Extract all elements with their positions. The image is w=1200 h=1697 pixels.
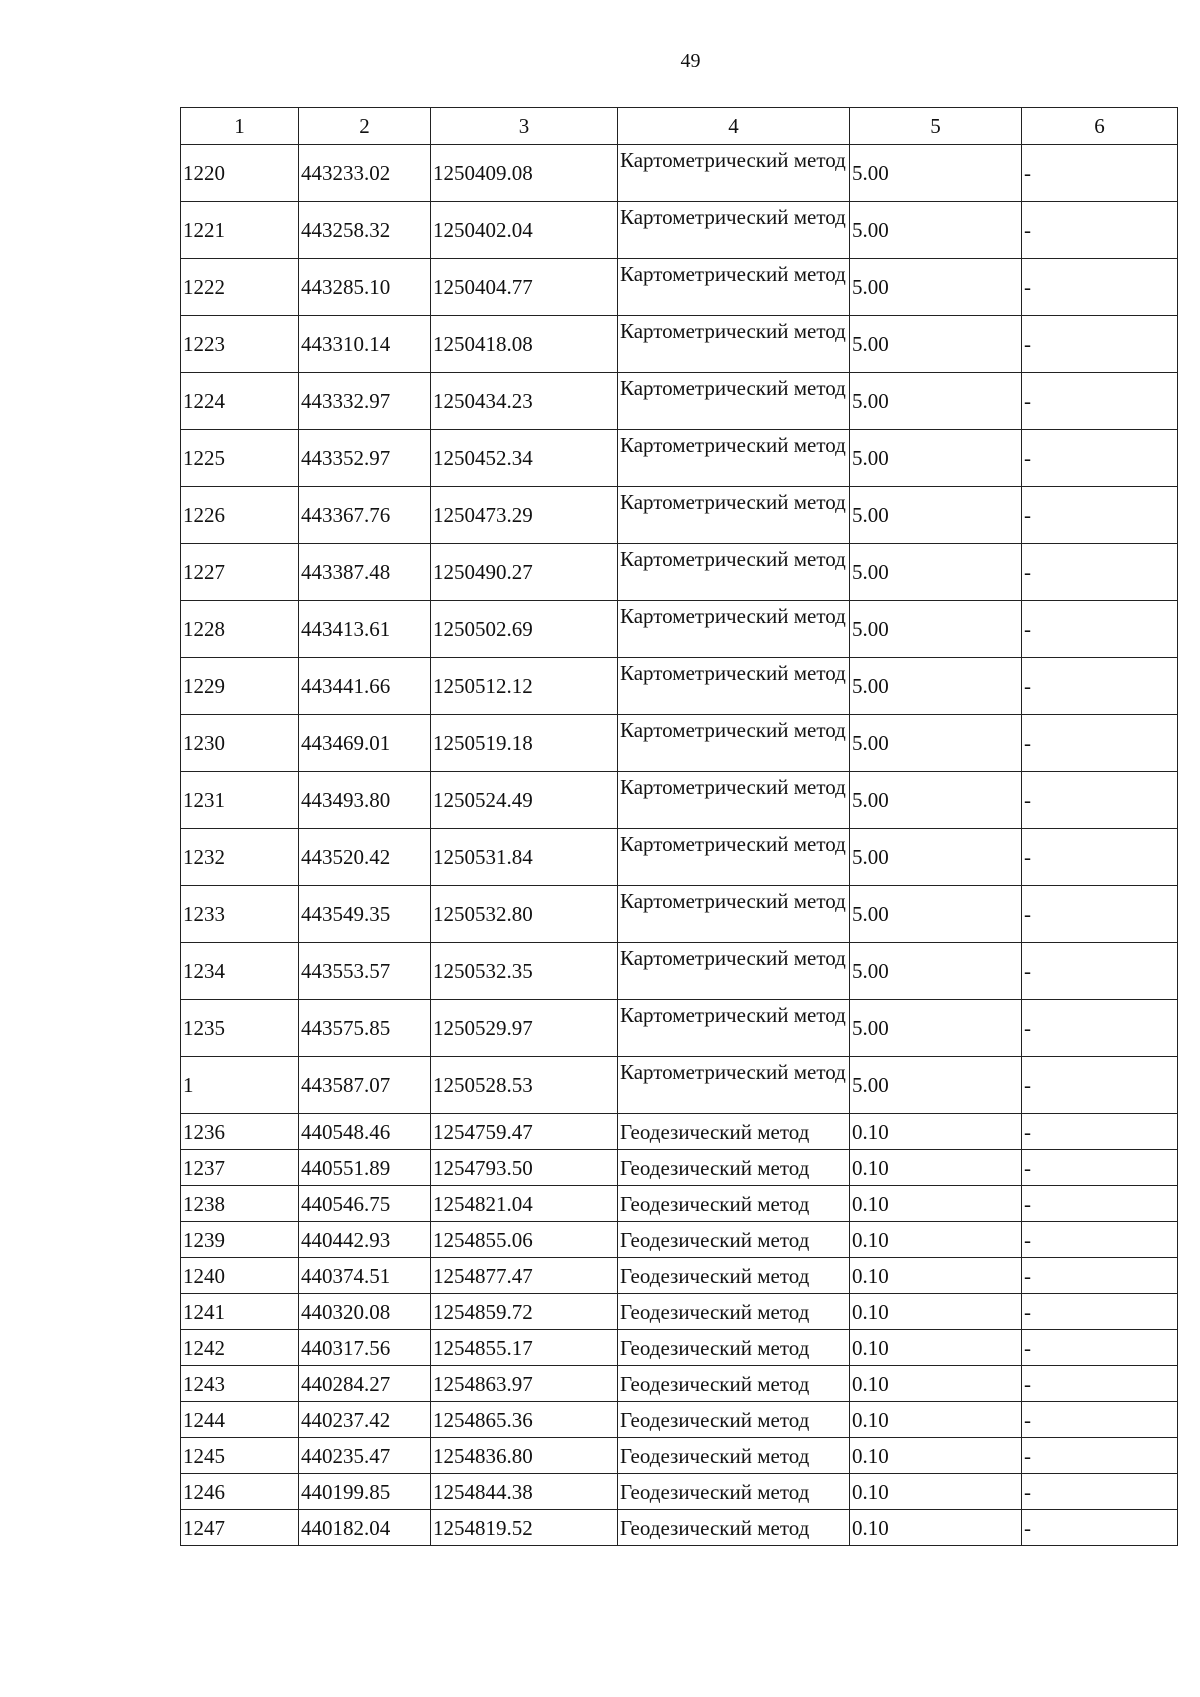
description-cell: - [1022, 1402, 1178, 1438]
coordinates-table [180, 107, 1178, 1546]
description-cell: - [1022, 1000, 1178, 1057]
accuracy-cell: 5.00 [850, 601, 1022, 658]
description-cell: - [1022, 487, 1178, 544]
x-coordinate-cell: 443352.97 [299, 430, 431, 487]
y-coordinate-cell: 1250409.08 [431, 145, 618, 202]
description-cell: - [1022, 1510, 1178, 1546]
x-coordinate-cell: 443469.01 [299, 715, 431, 772]
x-coordinate-cell: 443258.32 [299, 202, 431, 259]
accuracy-cell: 5.00 [850, 1000, 1022, 1057]
accuracy-cell: 5.00 [850, 259, 1022, 316]
point-number-cell: 1243 [181, 1366, 299, 1402]
method-cell: Картометрический метод [618, 715, 850, 772]
description-cell: - [1022, 1366, 1178, 1402]
x-coordinate-cell: 443549.35 [299, 886, 431, 943]
table-row [181, 1150, 1178, 1186]
x-coordinate-cell: 440548.46 [299, 1114, 431, 1150]
table-row [181, 1258, 1178, 1294]
table-row [181, 658, 1178, 715]
x-coordinate-cell: 443441.66 [299, 658, 431, 715]
accuracy-cell: 5.00 [850, 715, 1022, 772]
y-coordinate-cell: 1250532.80 [431, 886, 618, 943]
table-row [181, 1438, 1178, 1474]
table-row [181, 1402, 1178, 1438]
y-coordinate-cell: 1250502.69 [431, 601, 618, 658]
table-row [181, 373, 1178, 430]
y-coordinate-cell: 1250404.77 [431, 259, 618, 316]
table-row [181, 145, 1178, 202]
method-cell: Геодезический метод [618, 1186, 850, 1222]
point-number-cell: 1227 [181, 544, 299, 601]
method-cell: Геодезический метод [618, 1474, 850, 1510]
method-cell: Геодезический метод [618, 1438, 850, 1474]
y-coordinate-cell: 1254821.04 [431, 1186, 618, 1222]
point-number-cell: 1230 [181, 715, 299, 772]
accuracy-cell: 0.10 [850, 1402, 1022, 1438]
x-coordinate-cell: 443233.02 [299, 145, 431, 202]
description-cell: - [1022, 1150, 1178, 1186]
accuracy-cell: 5.00 [850, 943, 1022, 1000]
table-row [181, 1186, 1178, 1222]
y-coordinate-cell: 1250402.04 [431, 202, 618, 259]
description-cell: - [1022, 544, 1178, 601]
table-row [181, 487, 1178, 544]
y-coordinate-cell: 1254793.50 [431, 1150, 618, 1186]
accuracy-cell: 0.10 [850, 1438, 1022, 1474]
table-row [181, 202, 1178, 259]
table-row [181, 772, 1178, 829]
x-coordinate-cell: 443520.42 [299, 829, 431, 886]
column-header: 3 [431, 108, 618, 145]
table-row [181, 1000, 1178, 1057]
x-coordinate-cell: 440551.89 [299, 1150, 431, 1186]
description-cell: - [1022, 1474, 1178, 1510]
accuracy-cell: 0.10 [850, 1330, 1022, 1366]
method-cell: Геодезический метод [618, 1366, 850, 1402]
point-number-cell: 1232 [181, 829, 299, 886]
accuracy-cell: 5.00 [850, 316, 1022, 373]
method-cell: Картометрический метод [618, 772, 850, 829]
accuracy-cell: 5.00 [850, 373, 1022, 430]
point-number-cell: 1228 [181, 601, 299, 658]
accuracy-cell: 5.00 [850, 772, 1022, 829]
column-header: 1 [181, 108, 299, 145]
y-coordinate-cell: 1254759.47 [431, 1114, 618, 1150]
x-coordinate-cell: 443575.85 [299, 1000, 431, 1057]
table-row [181, 430, 1178, 487]
method-cell: Картометрический метод [618, 658, 850, 715]
y-coordinate-cell: 1250532.35 [431, 943, 618, 1000]
description-cell: - [1022, 829, 1178, 886]
y-coordinate-cell: 1250528.53 [431, 1057, 618, 1114]
accuracy-cell: 5.00 [850, 430, 1022, 487]
method-cell: Геодезический метод [618, 1402, 850, 1438]
point-number-cell: 1246 [181, 1474, 299, 1510]
column-header: 5 [850, 108, 1022, 145]
y-coordinate-cell: 1254855.06 [431, 1222, 618, 1258]
point-number-cell: 1242 [181, 1330, 299, 1366]
description-cell: - [1022, 202, 1178, 259]
point-number-cell: 1233 [181, 886, 299, 943]
table-row [181, 943, 1178, 1000]
x-coordinate-cell: 440442.93 [299, 1222, 431, 1258]
description-cell: - [1022, 1294, 1178, 1330]
table-row [181, 1114, 1178, 1150]
point-number-cell: 1222 [181, 259, 299, 316]
x-coordinate-cell: 440320.08 [299, 1294, 431, 1330]
point-number-cell: 1221 [181, 202, 299, 259]
y-coordinate-cell: 1250490.27 [431, 544, 618, 601]
y-coordinate-cell: 1250531.84 [431, 829, 618, 886]
x-coordinate-cell: 440374.51 [299, 1258, 431, 1294]
method-cell: Картометрический метод [618, 544, 850, 601]
accuracy-cell: 5.00 [850, 145, 1022, 202]
x-coordinate-cell: 443285.10 [299, 259, 431, 316]
column-header: 6 [1022, 108, 1178, 145]
method-cell: Картометрический метод [618, 259, 850, 316]
method-cell: Геодезический метод [618, 1294, 850, 1330]
method-cell: Геодезический метод [618, 1330, 850, 1366]
table-row [181, 886, 1178, 943]
column-header: 4 [618, 108, 850, 145]
description-cell: - [1022, 316, 1178, 373]
description-cell: - [1022, 1438, 1178, 1474]
method-cell: Картометрический метод [618, 430, 850, 487]
y-coordinate-cell: 1250512.12 [431, 658, 618, 715]
method-cell: Геодезический метод [618, 1114, 850, 1150]
x-coordinate-cell: 440182.04 [299, 1510, 431, 1546]
table-row [181, 715, 1178, 772]
description-cell: - [1022, 259, 1178, 316]
y-coordinate-cell: 1250452.34 [431, 430, 618, 487]
point-number-cell: 1241 [181, 1294, 299, 1330]
description-cell: - [1022, 715, 1178, 772]
x-coordinate-cell: 443310.14 [299, 316, 431, 373]
x-coordinate-cell: 443493.80 [299, 772, 431, 829]
method-cell: Картометрический метод [618, 601, 850, 658]
page-number: 49 [680, 50, 701, 72]
table-header-row [181, 108, 1178, 145]
method-cell: Картометрический метод [618, 487, 850, 544]
y-coordinate-cell: 1250434.23 [431, 373, 618, 430]
description-cell: - [1022, 601, 1178, 658]
method-cell: Картометрический метод [618, 202, 850, 259]
method-cell: Картометрический метод [618, 145, 850, 202]
y-coordinate-cell: 1254819.52 [431, 1510, 618, 1546]
point-number-cell: 1 [181, 1057, 299, 1114]
table-row [181, 1057, 1178, 1114]
y-coordinate-cell: 1250418.08 [431, 316, 618, 373]
x-coordinate-cell: 443367.76 [299, 487, 431, 544]
description-cell: - [1022, 1114, 1178, 1150]
table-row [181, 601, 1178, 658]
description-cell: - [1022, 145, 1178, 202]
point-number-cell: 1220 [181, 145, 299, 202]
description-cell: - [1022, 1057, 1178, 1114]
point-number-cell: 1237 [181, 1150, 299, 1186]
accuracy-cell: 0.10 [850, 1474, 1022, 1510]
x-coordinate-cell: 440235.47 [299, 1438, 431, 1474]
accuracy-cell: 5.00 [850, 886, 1022, 943]
method-cell: Картометрический метод [618, 829, 850, 886]
x-coordinate-cell: 443413.61 [299, 601, 431, 658]
method-cell: Геодезический метод [618, 1258, 850, 1294]
y-coordinate-cell: 1250473.29 [431, 487, 618, 544]
point-number-cell: 1226 [181, 487, 299, 544]
x-coordinate-cell: 443387.48 [299, 544, 431, 601]
accuracy-cell: 0.10 [850, 1186, 1022, 1222]
y-coordinate-cell: 1250529.97 [431, 1000, 618, 1057]
point-number-cell: 1225 [181, 430, 299, 487]
y-coordinate-cell: 1254836.80 [431, 1438, 618, 1474]
x-coordinate-cell: 443332.97 [299, 373, 431, 430]
table-row [181, 1510, 1178, 1546]
table-row [181, 1330, 1178, 1366]
method-cell: Картометрический метод [618, 373, 850, 430]
table-row [181, 829, 1178, 886]
method-cell: Картометрический метод [618, 886, 850, 943]
point-number-cell: 1239 [181, 1222, 299, 1258]
method-cell: Картометрический метод [618, 943, 850, 1000]
description-cell: - [1022, 1186, 1178, 1222]
accuracy-cell: 0.10 [850, 1150, 1022, 1186]
column-header: 2 [299, 108, 431, 145]
point-number-cell: 1231 [181, 772, 299, 829]
x-coordinate-cell: 440284.27 [299, 1366, 431, 1402]
accuracy-cell: 5.00 [850, 487, 1022, 544]
accuracy-cell: 5.00 [850, 829, 1022, 886]
accuracy-cell: 0.10 [850, 1510, 1022, 1546]
point-number-cell: 1234 [181, 943, 299, 1000]
description-cell: - [1022, 430, 1178, 487]
point-number-cell: 1245 [181, 1438, 299, 1474]
accuracy-cell: 0.10 [850, 1366, 1022, 1402]
accuracy-cell: 0.10 [850, 1294, 1022, 1330]
x-coordinate-cell: 443553.57 [299, 943, 431, 1000]
accuracy-cell: 5.00 [850, 544, 1022, 601]
point-number-cell: 1240 [181, 1258, 299, 1294]
table-row [181, 316, 1178, 373]
y-coordinate-cell: 1250519.18 [431, 715, 618, 772]
method-cell: Геодезический метод [618, 1150, 850, 1186]
method-cell: Геодезический метод [618, 1510, 850, 1546]
accuracy-cell: 5.00 [850, 202, 1022, 259]
point-number-cell: 1235 [181, 1000, 299, 1057]
method-cell: Картометрический метод [618, 316, 850, 373]
accuracy-cell: 0.10 [850, 1114, 1022, 1150]
description-cell: - [1022, 772, 1178, 829]
point-number-cell: 1224 [181, 373, 299, 430]
point-number-cell: 1236 [181, 1114, 299, 1150]
y-coordinate-cell: 1254855.17 [431, 1330, 618, 1366]
point-number-cell: 1223 [181, 316, 299, 373]
description-cell: - [1022, 886, 1178, 943]
method-cell: Картометрический метод [618, 1000, 850, 1057]
point-number-cell: 1229 [181, 658, 299, 715]
y-coordinate-cell: 1250524.49 [431, 772, 618, 829]
accuracy-cell: 0.10 [850, 1222, 1022, 1258]
table-row [181, 1474, 1178, 1510]
x-coordinate-cell: 440199.85 [299, 1474, 431, 1510]
description-cell: - [1022, 373, 1178, 430]
table-row [181, 544, 1178, 601]
x-coordinate-cell: 440237.42 [299, 1402, 431, 1438]
description-cell: - [1022, 943, 1178, 1000]
method-cell: Геодезический метод [618, 1222, 850, 1258]
table-row [181, 259, 1178, 316]
description-cell: - [1022, 1258, 1178, 1294]
table-body [181, 145, 1178, 1546]
y-coordinate-cell: 1254865.36 [431, 1402, 618, 1438]
description-cell: - [1022, 658, 1178, 715]
accuracy-cell: 5.00 [850, 658, 1022, 715]
table-row [181, 1294, 1178, 1330]
x-coordinate-cell: 440317.56 [299, 1330, 431, 1366]
table-row [181, 1366, 1178, 1402]
x-coordinate-cell: 443587.07 [299, 1057, 431, 1114]
y-coordinate-cell: 1254844.38 [431, 1474, 618, 1510]
y-coordinate-cell: 1254863.97 [431, 1366, 618, 1402]
y-coordinate-cell: 1254859.72 [431, 1294, 618, 1330]
accuracy-cell: 5.00 [850, 1057, 1022, 1114]
point-number-cell: 1247 [181, 1510, 299, 1546]
accuracy-cell: 0.10 [850, 1258, 1022, 1294]
description-cell: - [1022, 1222, 1178, 1258]
method-cell: Картометрический метод [618, 1057, 850, 1114]
x-coordinate-cell: 440546.75 [299, 1186, 431, 1222]
table-row [181, 1222, 1178, 1258]
description-cell: - [1022, 1330, 1178, 1366]
point-number-cell: 1238 [181, 1186, 299, 1222]
point-number-cell: 1244 [181, 1402, 299, 1438]
y-coordinate-cell: 1254877.47 [431, 1258, 618, 1294]
